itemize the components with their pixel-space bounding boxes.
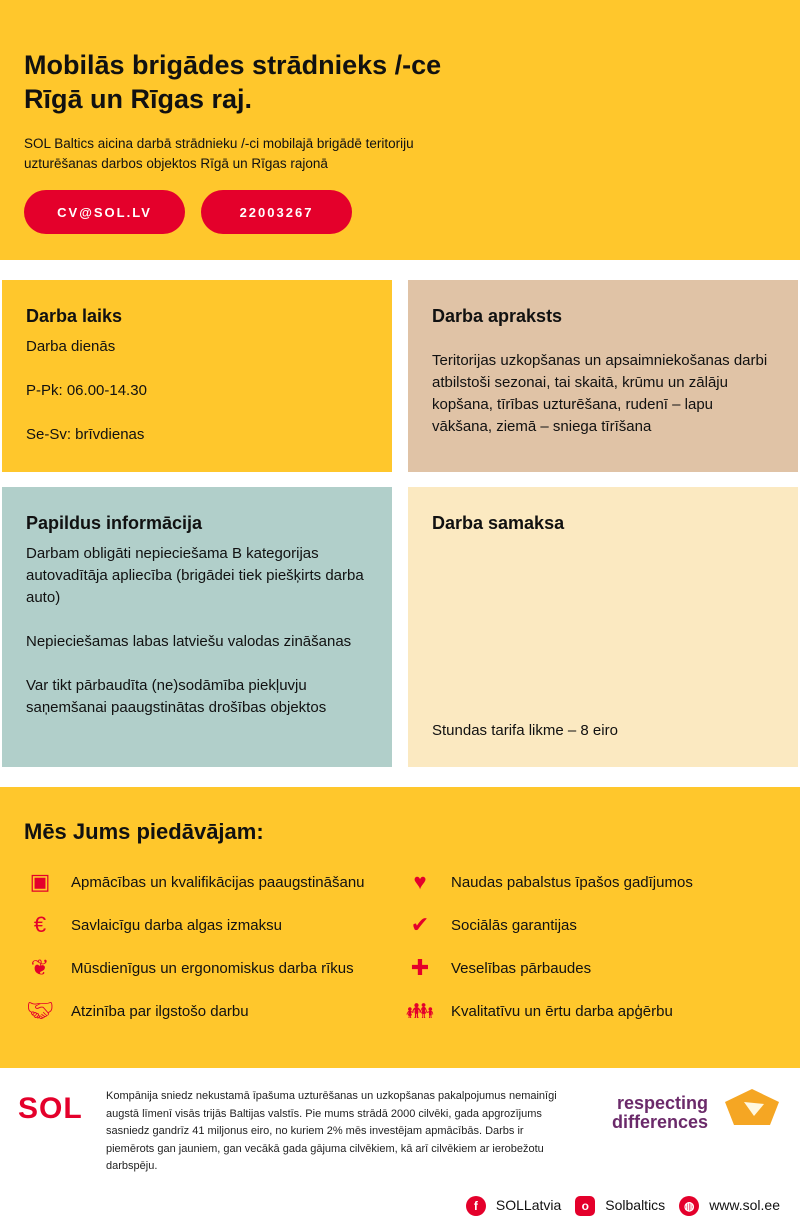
benefits-section (0, 787, 800, 1068)
benefit-item (404, 867, 693, 897)
instagram-link[interactable]: o Solbaltics (575, 1196, 665, 1216)
card-title: Darba laiks (26, 306, 123, 326)
card-line: Nepieciešamas labas latviešu valodas zināšanas (26, 633, 352, 650)
card-line: Se-Sv: brīvdienas (26, 426, 145, 443)
company-description: Kompānija sniedz nekustamā īpašuma uzturēšanas un uzkopšanas pakalpojumus nemainīgi augstā līmenī visās trijās Baltijas valstīs. Pie mums strādā 2000 cilvēki, gada apgrozījums sasniedz gandrīz 41 miljonus eiro, no kuriem 2% mēs investējam apmācībās. Darbs ir piemērots gan jauniem, gan vecākā gada gājuma cilvēkiem, kā arī cilvēkiem ar ierobežotu darbspēju. (106, 1090, 557, 1172)
card-text: Stundas tarifa likme – 8 eiro (432, 722, 618, 739)
benefit-label: Savlaicīgu darba algas izmaksu (71, 916, 282, 934)
globe-icon: ◍ (679, 1196, 699, 1216)
card-salary (408, 487, 798, 767)
heart-hand-icon: ♥ (413, 869, 427, 894)
email-button[interactable]: CV@SOL.LV (24, 190, 185, 234)
benefit-item (24, 996, 249, 1026)
benefit-label: Veselības pārbaudes (451, 959, 592, 977)
benefit-item (24, 910, 282, 940)
header (0, 0, 800, 260)
people-icon: 👪︎ (406, 998, 434, 1023)
benefit-label: Apmācības un kvalifikācijas paaugstināšanu (71, 873, 365, 891)
card-text: Teritorijas uzkopšanas un apsaimniekošanas darbi atbilstoši sezonai, tai skaitā, krūmu un zālāju kopšana, tīrības uzturēšana, rudenī – lapu vākšana, ziemā – sniega tīrīšana (432, 352, 768, 435)
salary-hand-icon: € (33, 912, 47, 937)
page-title: Mobilās brigādes strādnieks /-ce Rīgā un Rīgas raj. (24, 50, 442, 114)
shield-plus-icon: ✚ (410, 955, 430, 980)
card-line: Var tikt pārbaudīta (ne)sodāmība piekļuvju saņemšanai paaugstinātas drošības objektos (26, 677, 327, 716)
benefit-label: Mūsdienīgus un ergonomiskus darba rīkus (71, 959, 354, 977)
benefit-item (404, 953, 591, 983)
benefits-title: Mēs Jums piedāvājam: (24, 819, 264, 844)
facebook-icon: f (466, 1196, 486, 1216)
website-link[interactable]: ◍ www.sol.ee (679, 1196, 780, 1216)
benefit-label: Atzinība par ilgstošo darbu (71, 1002, 249, 1020)
benefit-item (404, 910, 577, 940)
facebook-link[interactable]: f SOLLatvia (466, 1196, 561, 1216)
benefit-item (404, 996, 673, 1026)
footer (0, 1068, 800, 1231)
benefit-item (24, 867, 365, 897)
handshake-icon: 🤝︎ (26, 998, 54, 1023)
respecting-differences-logo: respecting differences (612, 1093, 709, 1132)
card-title: Darba apraksts (432, 306, 563, 326)
instagram-icon: o (575, 1196, 595, 1216)
card-job-description (408, 280, 798, 472)
subtitle: SOL Baltics aicina darbā strādnieku /-ci mobilajā brigādē teritoriju uzturēšanas darbos objektos Rīgā un Rīgas rajonā (24, 136, 414, 171)
benefit-item (24, 953, 354, 983)
benefit-label: Kvalitatīvu un ērtu darba apģērbu (451, 1002, 673, 1020)
shield-check-icon: ✔ (410, 912, 430, 937)
card-additional-info (2, 487, 392, 767)
pentagon-logo-icon (724, 1088, 780, 1126)
phone-button[interactable]: 22003267 (201, 190, 352, 234)
card-line: P-Pk: 06.00-14.30 (26, 382, 147, 399)
card-title: Darba samaksa (432, 513, 565, 533)
training-icon: ▣ (29, 869, 51, 894)
card-line: Darba dienās (26, 338, 116, 355)
tools-hands-icon: ❦ (30, 955, 50, 980)
card-work-hours (2, 280, 392, 472)
card-line: Darbam obligāti nepieciešama B kategorijas autovadītāja apliecība (brigādei tiek piešķirts darba auto) (26, 545, 364, 606)
card-title: Papildus informācija (26, 513, 203, 533)
benefit-label: Naudas pabalstus īpašos gadījumos (451, 873, 693, 891)
sol-logo: SOL (18, 1092, 83, 1125)
benefit-label: Sociālās garantijas (451, 916, 577, 934)
